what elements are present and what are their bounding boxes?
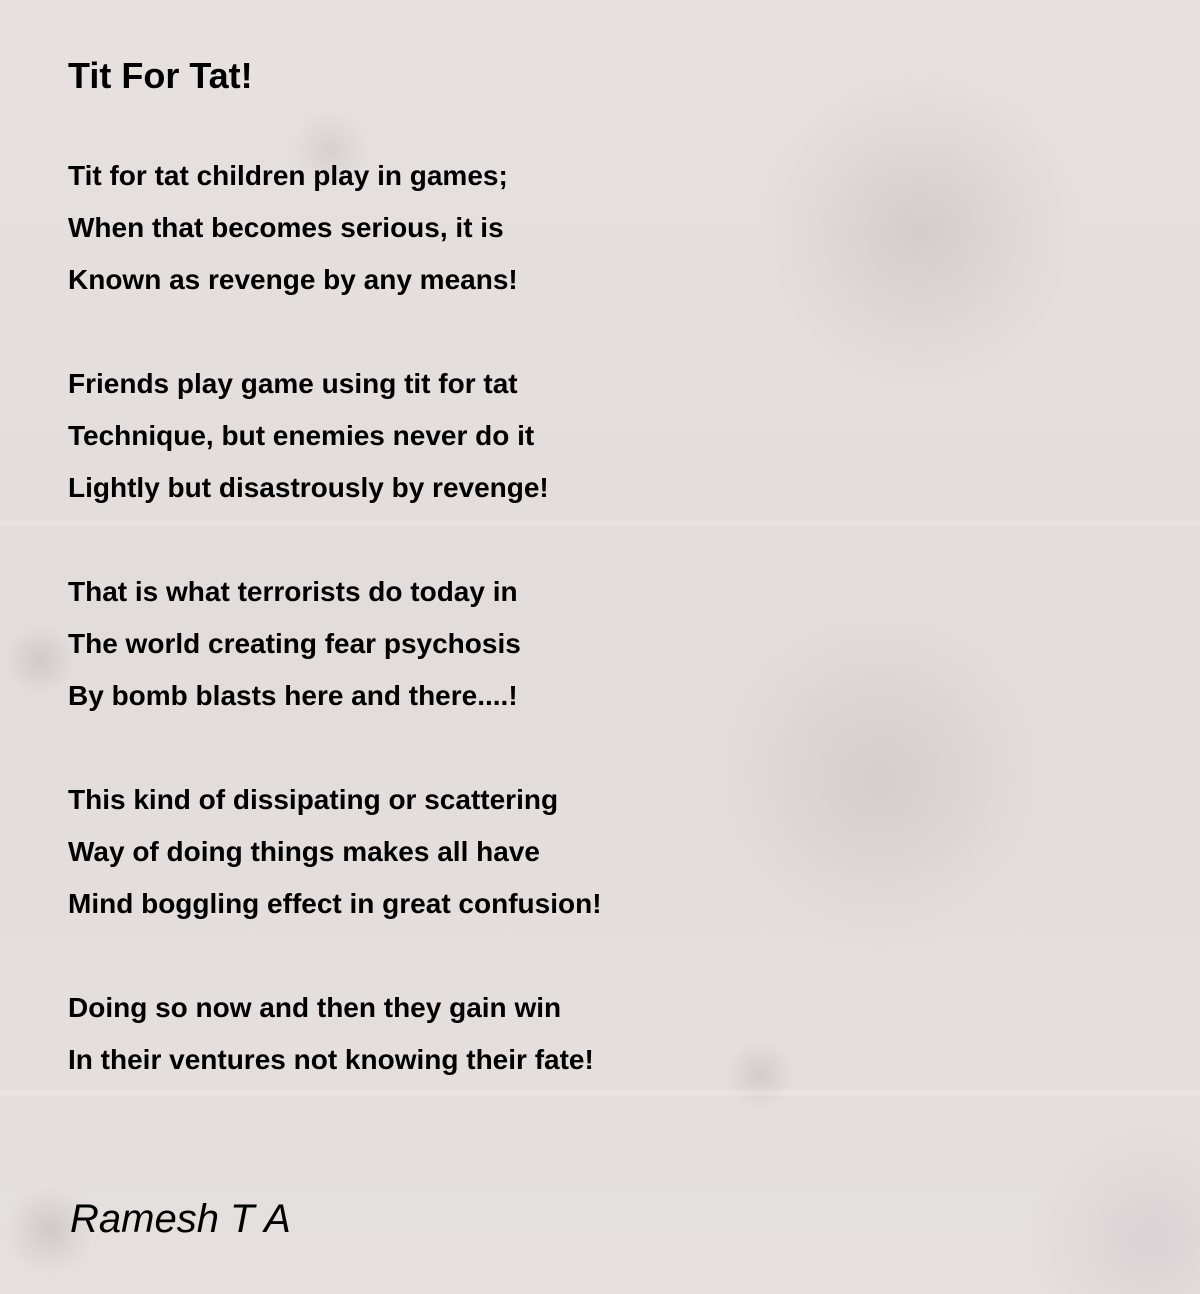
poem-line: Friends play game using tit for tat [68, 368, 518, 399]
poem-line: Lightly but disastrously by revenge! [68, 472, 549, 503]
poem-line: Known as revenge by any means! [68, 264, 518, 295]
poem-title: Tit For Tat! [68, 55, 253, 96]
stanza [68, 774, 1148, 930]
stanza [68, 982, 1148, 1086]
stanza [68, 358, 1148, 514]
poem-line: In their ventures not knowing their fate! [68, 1044, 594, 1075]
poem-line: Way of doing things makes all have [68, 836, 540, 867]
poem-line: This kind of dissipating or scattering [68, 784, 559, 815]
poem-line: Tit for tat children play in games; [68, 160, 508, 191]
stanza [68, 150, 1148, 306]
poem-line: Mind boggling effect in great confusion! [68, 888, 602, 919]
poem-line: Doing so now and then they gain win [68, 992, 562, 1023]
poem-line: Technique, but enemies never do it [68, 420, 535, 451]
stanza [68, 566, 1148, 722]
poem-line: That is what terrorists do today in [68, 576, 518, 607]
poem-body [68, 150, 1148, 1138]
poem-line: The world creating fear psychosis [68, 628, 521, 659]
poem-author: Ramesh T A [70, 1197, 291, 1241]
poem-line: By bomb blasts here and there....! [68, 680, 518, 711]
poem-line: When that becomes serious, it is [68, 212, 504, 243]
